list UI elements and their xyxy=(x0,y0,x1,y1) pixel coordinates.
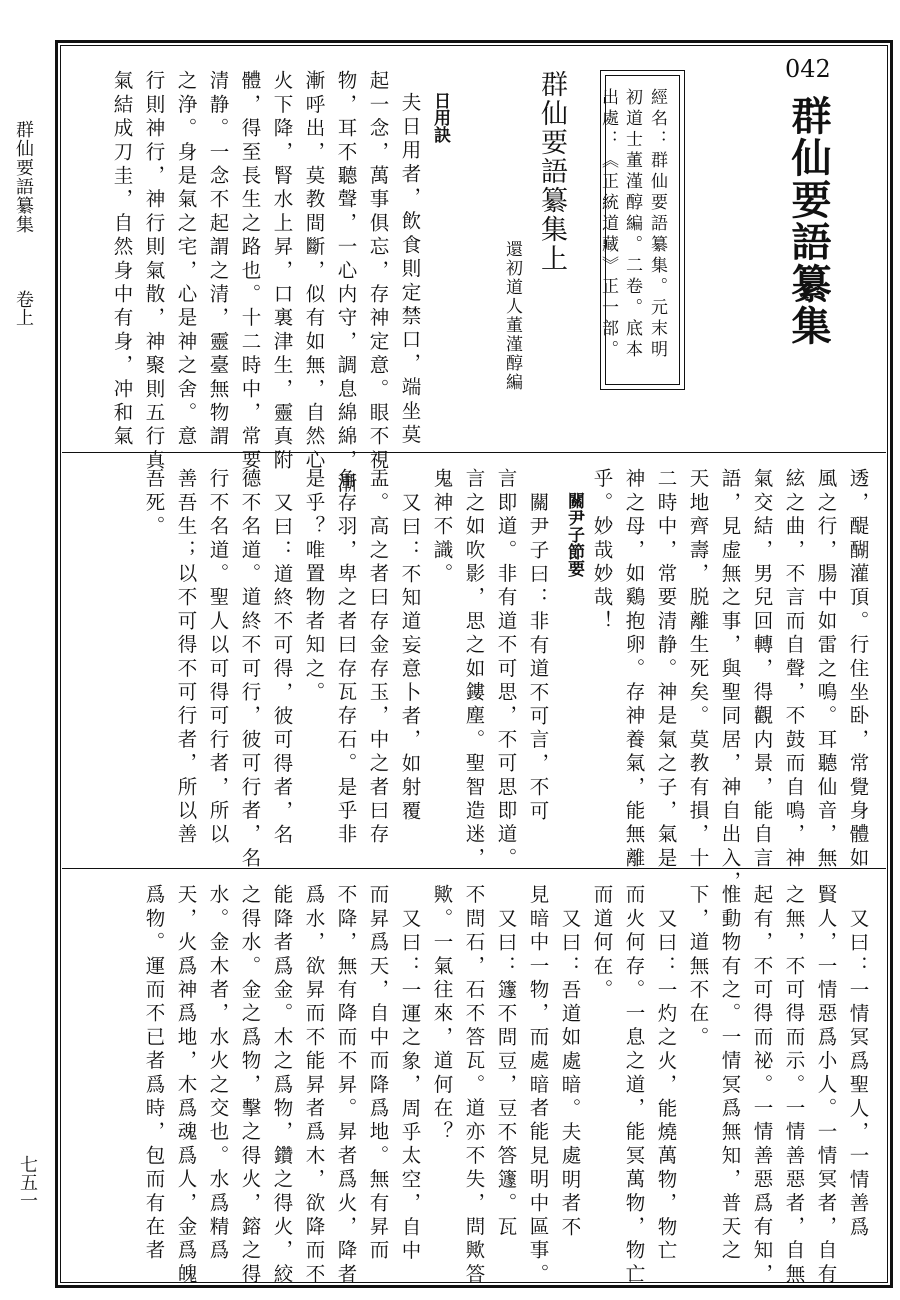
section-heading-riyong: 日用訣 xyxy=(430,92,450,143)
text-column: 又曰：籧不問豆，豆不答籧。瓦 xyxy=(494,908,518,1240)
text-column: 又曰：道終不可得，彼可得者，名 xyxy=(270,492,294,848)
text-column: 言之如吹影，思之如鏤塵。聖智造迷， xyxy=(462,468,486,871)
text-column: 不降，無有降而不昇。昇者爲火，降者 xyxy=(334,884,358,1287)
catalog-line: 出處：《正統道藏》正一部。 xyxy=(598,88,618,361)
text-column: 絃之曲，不言而自聲，不鼓而自鳴，神 xyxy=(782,468,806,871)
text-column: 又曰：一運之象，周乎太空，自中 xyxy=(398,908,422,1264)
text-column: 行不名道。聖人以可得可行者，所以 xyxy=(206,468,230,848)
text-column: 不問石，石不答瓦。道亦不失，問歟答 xyxy=(462,884,486,1287)
catalog-code: 042 xyxy=(785,55,831,83)
text-column: 神之母，如鷄抱卵。存神養氣，能無離 xyxy=(622,468,646,871)
text-column: 起一念，萬事俱忘，存神定意。眼不視 xyxy=(366,70,390,473)
text-column: 關尹子曰：非有道不可言，不可 xyxy=(526,492,550,824)
running-head: 群仙要語纂集 xyxy=(13,120,34,234)
text-column: 天，火爲神爲地，木爲魂爲人，金爲魄 xyxy=(174,884,198,1287)
text-column: 透，醍醐灌頂。行住坐卧，常覺身體如 xyxy=(846,468,870,871)
text-column: 而昇爲天，自中而降爲地。無有昇而 xyxy=(366,884,390,1264)
page-number: 七五一 xyxy=(17,1155,38,1209)
text-column: 惟動物有之。一情冥爲無知，普天之 xyxy=(718,884,742,1264)
text-column: 是乎？唯置物者知之。 xyxy=(302,468,326,705)
text-column: 風之行，腸中如雷之鳴。耳聽仙音，無 xyxy=(814,468,838,871)
text-column: 善吾生；以不可得不可行者，所以善 xyxy=(174,468,198,848)
text-column: 鬼神不識。 xyxy=(430,468,454,587)
volume-title: 群仙要語纂集上 xyxy=(536,70,567,273)
text-column: 又曰：不知道妄意卜者，如射覆 xyxy=(398,492,422,824)
text-column: 下，道無不在。 xyxy=(686,884,710,1050)
catalog-title: 群仙要語纂集 xyxy=(785,95,832,347)
text-column: 物，耳不聽聲，一心内守，調息綿綿，漸 xyxy=(334,70,358,497)
text-column: 言即道。非有道不可思，不可思即道。 xyxy=(494,468,518,871)
catalog-line: 經名：群仙要語纂集。元末明 xyxy=(647,88,667,361)
text-column: 而火何存。一息之道，能冥萬物，物亡 xyxy=(622,884,646,1287)
text-column: 歟。一氣往來，道何在？ xyxy=(430,884,454,1145)
text-column: 又曰：一灼之火，能燒萬物，物亡 xyxy=(654,908,678,1264)
text-column: 夫日用者，飲食則定禁口，端坐莫 xyxy=(398,92,422,448)
text-column: 乎。妙哉妙哉！ xyxy=(590,468,614,634)
text-column: 水。金木者，水火之交也。水爲精爲 xyxy=(206,884,230,1264)
compiler-line: 還初道人董漌醇編 xyxy=(502,240,522,392)
catalog-line: 初道士董漌醇編。二卷。底本 xyxy=(622,88,642,361)
text-column: 盂。高之者曰存金存玉，中之者曰存 xyxy=(366,468,390,848)
text-column: 語，見虚無之事，與聖同居，神自出入， xyxy=(718,468,742,895)
text-column: 賢人，一情惡爲小人。一情冥者，自有 xyxy=(814,884,838,1287)
text-column: 爲物。運而不已者爲時，包而有在者 xyxy=(142,884,166,1264)
text-column: 氣交結，男兒回轉，得觀内景，能自言 xyxy=(750,468,774,871)
text-column: 角存羽，卑之者曰存瓦存石。是乎非 xyxy=(334,468,358,848)
text-column: 二時中，常要清静。神是氣之子，氣是 xyxy=(654,468,678,871)
text-column: 天地齊壽，脱離生死矣。莫教有損，十 xyxy=(686,468,710,871)
text-column: 德不名道。道終不可行，彼可行者，名 xyxy=(238,468,262,871)
section-heading-guanyinzi: 關尹子節要 xyxy=(564,492,584,577)
text-column: 起有，不可得而祕。一情善惡爲有知， xyxy=(750,884,774,1287)
text-column: 能降者爲金。木之爲物，鑽之得火，絞 xyxy=(270,884,294,1287)
text-column: 氣結成刀圭，自然身中有身，冲和氣 xyxy=(110,70,134,450)
text-column: 而道何在。 xyxy=(590,884,614,1003)
volume-label: 卷上 xyxy=(13,290,34,326)
text-column: 又曰：吾道如處暗。夫處明者不 xyxy=(558,908,582,1240)
text-column: 清静。一念不起謂之清，靈臺無物謂 xyxy=(206,70,230,450)
register-divider-1 xyxy=(62,452,886,453)
text-column: 之浄。身是氣之宅，心是神之舍。意 xyxy=(174,70,198,450)
text-column: 行則神行，神行則氣散，神聚則五行真 xyxy=(142,70,166,473)
text-column: 爲水，欲昇而不能昇者爲木，欲降而不 xyxy=(302,884,326,1287)
text-column: 之得水。金之爲物，擊之得火，鎔之得 xyxy=(238,884,262,1287)
text-column: 又曰：一情冥爲聖人，一情善爲 xyxy=(846,908,870,1240)
text-column: 之無，不可得而示。一情善惡者，自無 xyxy=(782,884,806,1287)
text-column: 火下降，腎水上昇，口裏津生，靈真附 xyxy=(270,70,294,473)
text-column: 體，得至長生之路也。十二時中，常要 xyxy=(238,70,262,473)
text-column: 吾死。 xyxy=(142,468,166,540)
text-column: 見暗中一物，而處暗者能見明中區事。 xyxy=(526,884,550,1287)
text-column: 漸呼出，莫教間斷，似有如無，自然心 xyxy=(302,70,326,473)
